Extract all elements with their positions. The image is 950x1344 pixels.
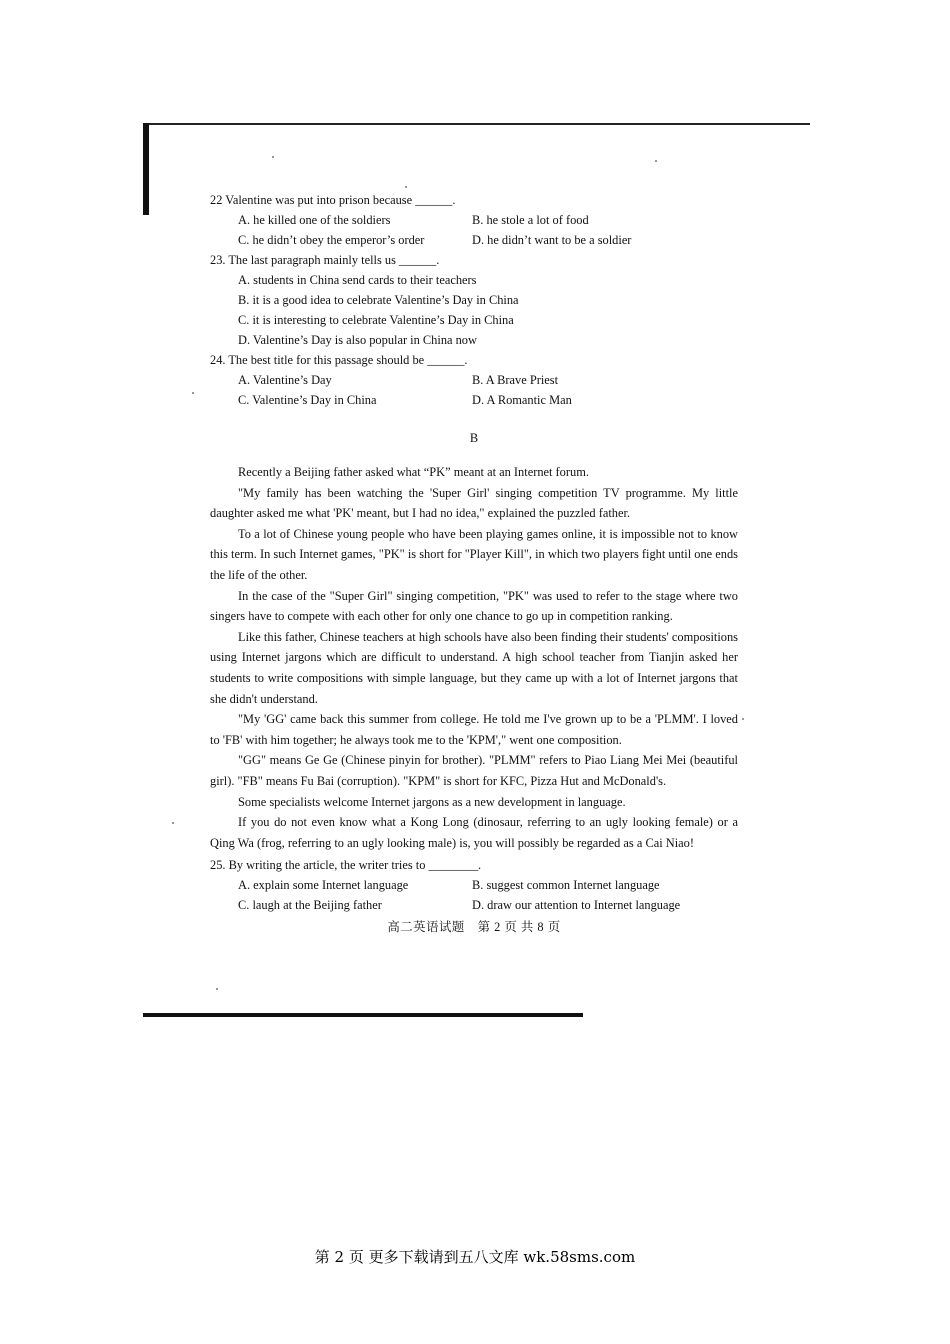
scan-speck (742, 718, 744, 720)
scan-speck (216, 988, 218, 990)
option-c: C. it is interesting to celebrate Valentine’s Day in China (238, 313, 514, 327)
option-d: D. A Romantic Man (472, 393, 572, 407)
exam-page-footer: 高二英语试题 第 2 页 共 8 页 (387, 920, 561, 935)
passage-paragraph: In the case of the "Super Girl" singing competition, "PK" was used to refer to the stage where two singers have to compete with each other for only one chance to go up in competition ranking. (210, 588, 738, 624)
option-d: D. draw our attention to Internet language (472, 898, 681, 913)
question-24 (210, 350, 738, 410)
scan-speck (192, 392, 194, 394)
option-row (210, 370, 738, 390)
passage-paragraph: "My family has been watching the 'Super Girl' singing competition TV programme. My little daughter asked me what 'PK' meant, but I had no idea," explained the puzzled father. (210, 485, 738, 521)
question-22 (210, 190, 738, 250)
exam-content (210, 190, 738, 937)
top-border-line (146, 123, 810, 125)
option-b: B. it is a good idea to celebrate Valentine’s Day in China (238, 293, 519, 307)
option-row (210, 390, 738, 410)
passage-paragraph: Like this father, Chinese teachers at high schools have also been finding their students' compositions using Internet jargons which are difficult to understand. A high school teacher from Tianjin asked her students to write compositions with simple language, but they came up with a lot of Internet jargons that she didn't understand. (210, 629, 738, 706)
passage-paragraph: Some specialists welcome Internet jargons as a new development in language. (238, 794, 626, 809)
bottom-border-line (143, 1013, 583, 1017)
scan-speck (655, 160, 657, 162)
scan-speck (272, 156, 274, 158)
passage-paragraph: If you do not even know what a Kong Long (dinosaur, referring to an ugly looking female) or a Qing Wa (frog, referring to an ugly looking male) is, you will possibly be regarded as a Cai Niao! (210, 815, 738, 850)
passage-paragraph: "GG" means Ge Ge (Chinese pinyin for brother). "PLMM" refers to Piao Liang Mei Mei (beautiful girl). "FB" means Fu Bai (corruption). "KPM" is short for KFC, Pizza Hut and McDonald's. (210, 753, 738, 788)
passage-paragraph: To a lot of Chinese young people who have been playing games online, it is impossible not to know this term. In such Internet games, "PK" is short for "Player Kill", in which two players fight until one ends the life of the other. (210, 526, 738, 582)
option-b: B. suggest common Internet language (472, 878, 660, 893)
option-a: A. Valentine’s Day (238, 373, 332, 387)
passage-b (210, 462, 738, 853)
question-25 (210, 855, 738, 915)
option-d: D. he didn’t want to be a soldier (472, 233, 632, 247)
question-stem: 22 Valentine was put into prison because ______. (210, 193, 456, 207)
scan-speck (405, 186, 407, 188)
option-c: C. Valentine’s Day in China (238, 393, 377, 407)
option-c: C. he didn’t obey the emperor’s order (238, 233, 425, 247)
question-stem: 23. The last paragraph mainly tells us ______. (210, 253, 440, 267)
question-stem: 25. By writing the article, the writer tries to ________. (210, 858, 482, 873)
option-c: C. laugh at the Beijing father (238, 898, 382, 913)
option-row (210, 210, 738, 230)
question-23 (210, 250, 738, 350)
option-a: A. students in China send cards to their teachers (238, 273, 477, 287)
option-row (210, 875, 738, 895)
option-row (210, 895, 738, 915)
section-b-heading: B (469, 431, 479, 445)
option-b: B. A Brave Priest (472, 373, 559, 387)
option-a: A. he killed one of the soldiers (238, 213, 391, 227)
question-stem: 24. The best title for this passage should be ______. (210, 353, 468, 367)
passage-paragraph: "My 'GG' came back this summer from college. He told me I've grown up to be a 'PLMM'. I loved to 'FB' with him together; he always took me to the 'KPM'," went one composition. (210, 712, 738, 747)
scan-speck (172, 822, 174, 824)
left-scan-edge (143, 123, 149, 215)
passage-paragraph: Recently a Beijing father asked what “PK” meant at an Internet forum. (238, 465, 589, 479)
download-site-footer: 第 2 页 更多下载请到五八文库 wk.58sms.com (314, 1248, 636, 1266)
option-d: D. Valentine’s Day is also popular in China now (238, 333, 477, 347)
option-a: A. explain some Internet language (238, 878, 409, 893)
option-b: B. he stole a lot of food (472, 213, 589, 227)
option-row (210, 230, 738, 250)
